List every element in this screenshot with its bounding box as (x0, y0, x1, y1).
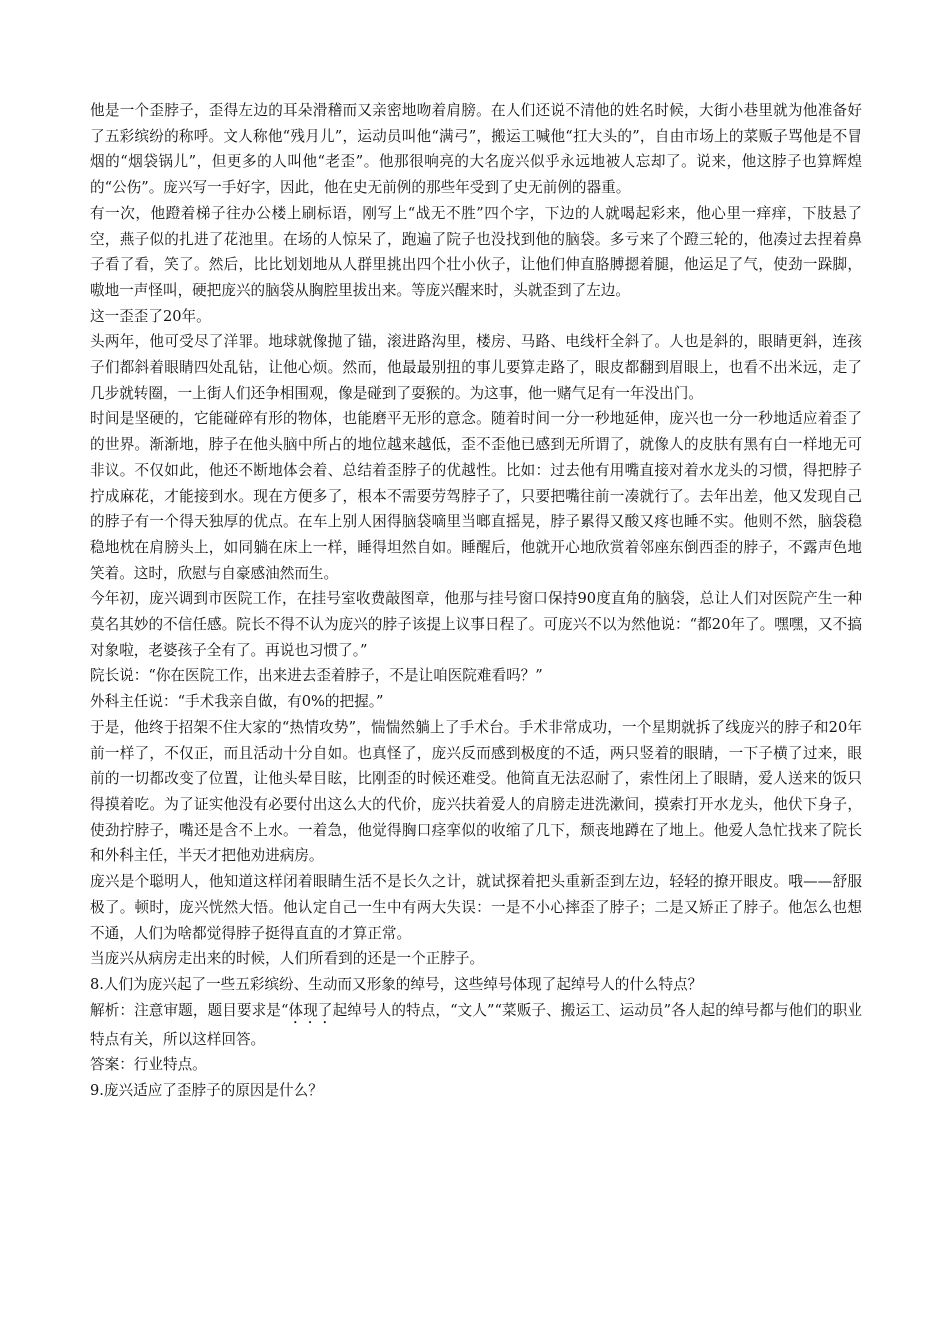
paragraph: 头两年，他可受尽了洋罪。地球就像抛了锚，滚进路沟里，楼房、马路、电线杆全斜了。人也是斜的，眼睛更斜，连孩子们都斜着眼睛四处乱钻，让他心烦。然而，他最最别扭的事儿要算走路了，眼皮都翻到眉眼上，也看不出米远，走了几步就转圈，一上街人们还争相围观，像是碰到了耍猴的。为这事，他一赌气足有一年没出门。 (90, 333, 862, 402)
analysis-8-part-a: 解析：注意审题，题目要求是“ (90, 1001, 289, 1019)
paragraph: 他是一个歪脖子，歪得左边的耳朵滑稽而又亲密地吻着肩膀。在人们还说不清他的姓名时候，大街小巷里就为他准备好了五彩缤纷的称呼。文人称他“残月儿”，运动员叫他“满弓”，搬运工喊他“扛大头的”，自由市场上的菜贩子骂他是不冒烟的“烟袋锅儿”，但更多的人叫他“老歪”。他那很响亮的大名庞兴似乎永远地被人忘却了。说来，他这脖子也算辉煌的“公伤”。庞兴写一手好字，因此，他在史无前例的那些年受到了史无前例的器重。 (90, 102, 862, 197)
analysis-8-part-c: 起绰号人的特点，“文人”“菜贩子、搬运工、运动员”各人起的绰号都与他们的职业特点有关，所以这样回答。 (90, 1001, 862, 1048)
analysis-8 (90, 998, 862, 1053)
paragraph: 时间是坚硬的，它能碰碎有形的物体，也能磨平无形的意念。随着时间一分一秒地延伸，庞兴也一分一秒地适应着歪了的世界。渐渐地，脖子在他头脑中所占的地位越来越低，歪不歪他已感到无所谓了，就像人的皮肤有黑有白一样地无可非议。不仅如此，他还不断地体会着、总结着歪脖子的优越性。比如：过去他有用嘴直接对着水龙头的习惯，得把脖子拧成麻花，才能接到水。现在方便多了，根本不需要劳驾脖子了，只要把嘴往前一凑就行了。去年出差，他又发现自己的脖子有一个得天独厚的优点。在车上别人困得脑袋嘀里当啷直摇晃，脖子累得又酸又疼也睡不实。他则不然，脑袋稳稳地枕在肩膀头上，如同躺在床上一样，睡得坦然自如。睡醒后，他就开心地欣赏着邻座东倒西歪的脖子，不露声色地笑着。这时，欣慰与自豪感油然而生。 (90, 410, 862, 582)
paragraph: 有一次，他蹬着梯子往办公楼上刷标语，刚写上“战无不胜”四个字，下边的人就喝起彩来，他心里一痒痒，下肢悬了空，燕子似的扎进了花池里。在场的人惊呆了，跑遍了院子也没找到他的脑袋。多亏来了个蹬三轮的，他凑过去捏着鼻子看了看，笑了。然后，比比划划地从人群里挑出四个壮小伙子，让他们伸直胳膊摁着腿，他运足了气，使劲一跺脚，嗷地一声怪叫，硬把庞兴的脑袋从胸腔里拔出来。等庞兴醒来时，头就歪到了左边。 (90, 204, 862, 299)
paragraph: 院长说：“你在医院工作，出来进去歪着脖子，不是让咱医院难看吗？” (90, 667, 543, 685)
analysis-8-emphasis: 体现了 (288, 1001, 333, 1019)
paragraph: 于是，他终于招架不住大家的“热情攻势”，惴惴然躺上了手术台。手术非常成功，一个星期就拆了线庞兴的脖子和20年前一样了，不仅正，而且活动十分自如。也真怪了，庞兴反而感到极度的不适，两只竖着的眼睛，一下子横了过来，眼前的一切都改变了位置，让他头晕目眩，比刚歪的时候还难受。他简直无法忍耐了，索性闭上了眼睛，爱人送来的饭只得摸着吃。为了证实他没有必要付出这么大的代价，庞兴扶着爱人的肩膀走进洗漱间，摸索打开水龙头，他伏下身子，使劲拧脖子，嘴还是含不上水。一着急，他觉得胸口痉挛似的收缩了几下，颓丧地蹲在了地上。他爱人急忙找来了院长和外科主任，半天才把他劝进病房。 (90, 718, 862, 865)
question-9: 9.庞兴适应了歪脖子的原因是什么？ (90, 1082, 323, 1100)
paragraph: 这一歪歪了20年。 (90, 307, 211, 325)
paragraph: 今年初，庞兴调到市医院工作，在挂号室收费敲图章，他那与挂号窗口保持90度直角的脑袋，总让人们对医院产生一种莫名其妙的不信任感。院长不得不认为庞兴的脖子该提上议事日程了。可庞兴不以为然他说：“都20年了。嘿嘿，又不搞对象啦，老婆孩子全有了。再说也习惯了。” (90, 590, 862, 659)
paragraph: 庞兴是个聪明人，他知道这样闭着眼睛生活不是长久之计，就试探着把头重新歪到左边，轻轻的撩开眼皮。哦——舒服极了。顿时，庞兴恍然大悟。他认定自己一生中有两大失误：一是不小心摔歪了脖子；二是又矫正了脖子。他怎么也想不通，人们为啥都觉得脖子挺得直直的才算正常。 (90, 873, 862, 942)
answer-8: 答案：行业特点。 (90, 1056, 207, 1074)
paragraph: 当庞兴从病房走出来的时候，人们所看到的还是一个正脖子。 (90, 950, 485, 968)
question-8: 8.人们为庞兴起了一些五彩缤纷、生动而又形象的绰号，这些绰号体现了起绰号人的什么特点？ (90, 975, 703, 993)
paragraph: 外科主任说：“手术我亲自做，有0%的把握。” (90, 693, 384, 711)
document-page (90, 98, 862, 1104)
